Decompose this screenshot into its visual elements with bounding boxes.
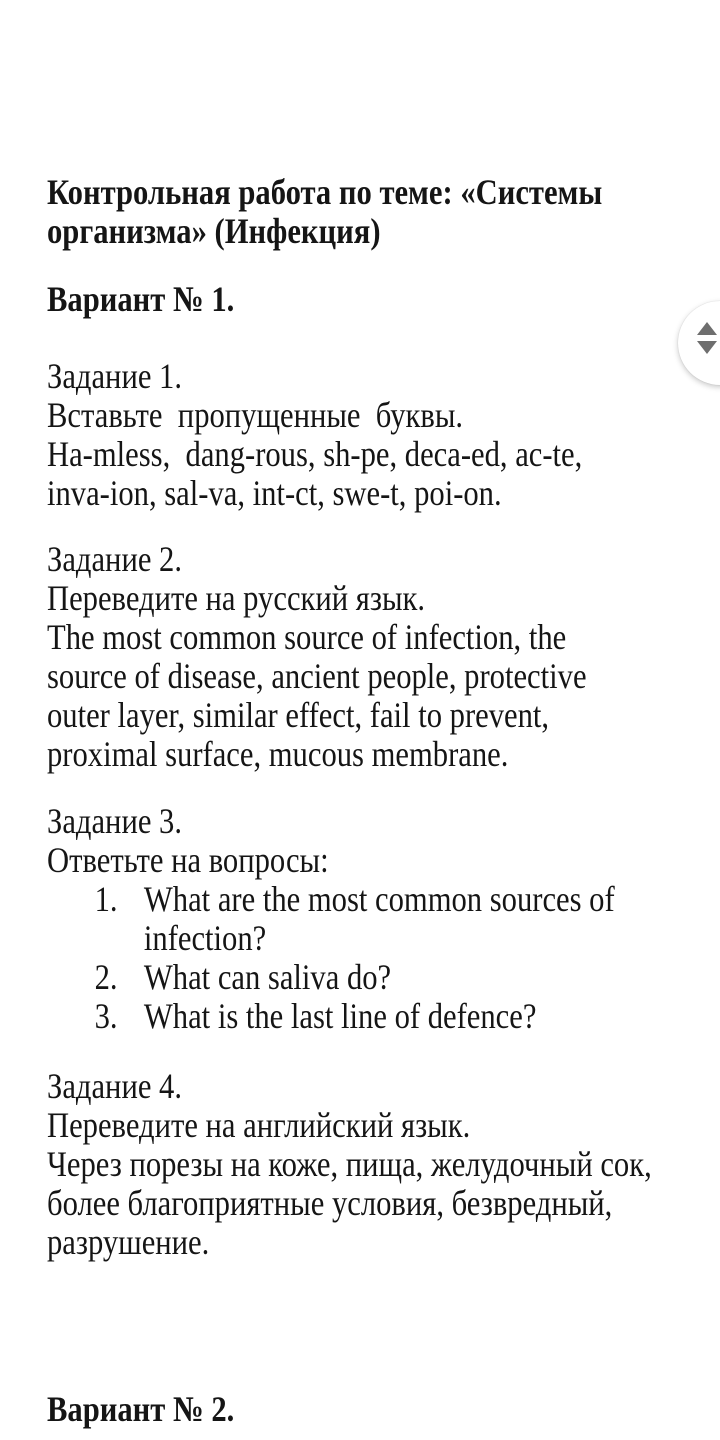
document-page [47,173,720,1429]
text-line: Контрольная работа по теме: «Системы [47,172,603,212]
text-line: разрушение. [47,1222,210,1262]
text-line: infection? [143,918,267,958]
scroll-up-icon [697,322,717,335]
task-section-4 [47,1067,720,1262]
text-line: What are the most common sources of [143,879,615,919]
text-line: Через порезы на коже, пища, желудочный сок, [47,1144,652,1184]
list-number: 2. [94,957,118,997]
text-line: Переведите на английский язык. [47,1105,471,1145]
text-line: The most common source of infection, the [47,617,567,657]
task-4-body [47,1106,720,1262]
list-item-text [144,997,720,1036]
list-item-text [144,880,720,958]
task-1-heading: Задание 1. [47,356,183,396]
scroll-down-icon [697,341,717,354]
text-line: организма» (Инфекция) [47,211,381,251]
text-line: source of disease, ancient people, protective [47,656,587,696]
task-section-1 [47,357,720,513]
list-item [47,997,720,1036]
document-title [47,173,720,251]
task-section-3 [47,802,720,1036]
list-item [47,958,720,997]
text-line: Ha-mless, dang-rous, sh-pe, deca-ed, ac-te, [47,434,583,474]
text-line: Переведите на русский язык. [47,578,426,618]
text-line: более благоприятные условия, безвредный, [47,1183,613,1223]
text-line: Вставьте пропущенные буквы. [47,395,464,435]
text-line: inva-ion, sal-va, int-ct, swe-t, poi-on. [47,473,502,513]
text-line: What can saliva do? [143,957,392,997]
variant-2-heading: Вариант № 2. [47,1389,235,1429]
question-list [47,880,720,1036]
list-number: 3. [94,996,118,1036]
task-2-body [47,579,720,774]
text-line: proximal surface, mucous membrane. [47,734,509,774]
list-item [47,880,720,958]
list-item-text [144,958,720,997]
text-line: What is the last line of defence? [143,996,537,1036]
task-4-heading: Задание 4. [47,1066,183,1106]
task-3-heading: Задание 3. [47,801,183,841]
list-number: 1. [94,879,118,919]
text-line: outer layer, similar effect, fail to prevent, [47,695,550,735]
task-section-2 [47,540,720,774]
task-3-instruction: Ответьте на вопросы: [47,840,329,880]
variant-1-heading: Вариант № 1. [47,279,235,319]
task-1-body [47,396,720,513]
task-2-heading: Задание 2. [47,539,183,579]
